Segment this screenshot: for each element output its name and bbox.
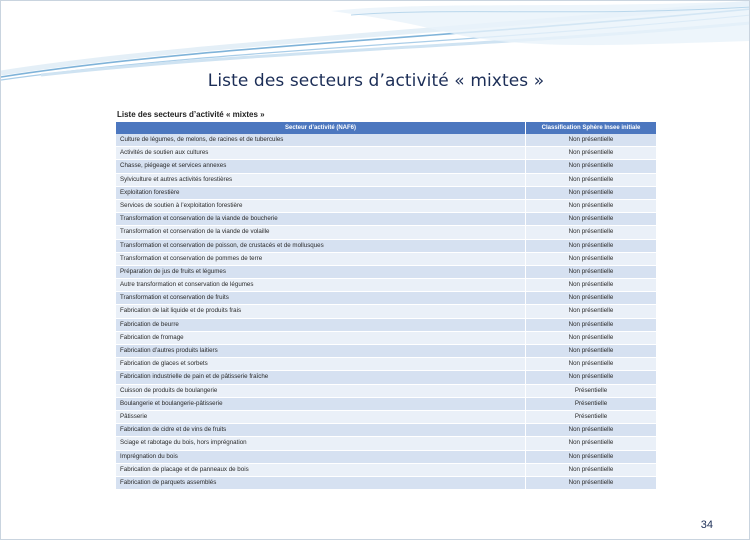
table-row (116, 253, 656, 266)
sector-cell: Fabrication de fromage (116, 332, 526, 344)
sector-cell: Services de soutien à l’exploitation forestière (116, 200, 526, 212)
classification-cell: Non présentielle (568, 188, 614, 196)
sector-cell: Transformation et conservation de fruits (116, 292, 526, 304)
table-row (116, 213, 656, 226)
classification-cell: Non présentielle (568, 228, 614, 236)
sector-cell: Autre transformation et conservation de légumes (116, 279, 526, 291)
table-row (116, 332, 656, 345)
classification-cell: Non présentielle (568, 215, 614, 223)
table-row (116, 411, 656, 424)
classification-cell: Non présentielle (568, 267, 614, 275)
table-row (116, 345, 656, 358)
sector-cell: Fabrication de placage et de panneaux de bois (116, 464, 526, 476)
sector-cell: Fabrication de cidre et de vins de fruits (116, 424, 526, 436)
table-row (116, 464, 656, 477)
sector-cell: Fabrication de lait liquide et de produits frais (116, 305, 526, 317)
table-row (116, 292, 656, 305)
classification-cell: Non présentielle (568, 149, 614, 157)
sector-cell: Boulangerie et boulangerie-pâtisserie (116, 398, 526, 410)
table-row (116, 279, 656, 292)
classification-cell: Non présentielle (568, 281, 614, 289)
table-row (116, 134, 656, 147)
table-row (116, 240, 656, 253)
table-row (116, 385, 656, 398)
table-row (116, 266, 656, 279)
sector-cell: Fabrication de parquets assemblés (116, 477, 526, 489)
sector-cell: Fabrication de beurre (116, 319, 526, 331)
sector-cell: Transformation et conservation de la viande de volaille (116, 226, 526, 238)
sector-cell: Chasse, piégeage et services annexes (116, 160, 526, 172)
classification-cell: Non présentielle (568, 426, 614, 434)
sector-cell: Fabrication de glaces et sorbets (116, 358, 526, 370)
table-row (116, 200, 656, 213)
page-number: 34 (700, 519, 713, 531)
sector-cell: Fabrication industrielle de pain et de pâtisserie fraîche (116, 371, 526, 383)
classification-cell: Non présentielle (568, 373, 614, 381)
column-header-sector: Secteur d’activité (NAF6) (116, 122, 526, 134)
sector-cell: Cuisson de produits de boulangerie (116, 385, 526, 397)
table-row (116, 477, 656, 490)
classification-cell: Non présentielle (568, 175, 614, 183)
classification-cell: Non présentielle (568, 201, 614, 209)
table-row (116, 147, 656, 160)
classification-cell: Non présentielle (568, 439, 614, 447)
table-row (116, 160, 656, 173)
table-row (116, 451, 656, 464)
table-header-row (116, 122, 656, 134)
classification-cell: Présentielle (574, 386, 608, 394)
sector-cell: Transformation et conservation de poisson, de crustacés et de mollusques (116, 240, 526, 252)
classification-cell: Non présentielle (568, 465, 614, 473)
sector-cell: Transformation et conservation de la viande de boucherie (116, 213, 526, 225)
classification-cell: Présentielle (574, 412, 608, 420)
table-row (116, 398, 656, 411)
table-row (116, 187, 656, 200)
sector-cell: Fabrication d’autres produits laitiers (116, 345, 526, 357)
table-title: Liste des secteurs d’activité « mixtes » (117, 110, 265, 119)
classification-cell: Non présentielle (568, 478, 614, 486)
classification-cell: Présentielle (574, 399, 608, 407)
embedded-table-image (115, 107, 657, 495)
table-body (116, 134, 656, 490)
sector-cell: Exploitation forestière (116, 187, 526, 199)
sector-cell: Sciage et rabotage du bois, hors imprégnation (116, 437, 526, 449)
sectors-table (116, 122, 656, 490)
table-row (116, 371, 656, 384)
classification-cell: Non présentielle (568, 294, 614, 302)
table-row (116, 437, 656, 450)
table-row (116, 358, 656, 371)
classification-cell: Non présentielle (568, 320, 614, 328)
sector-cell: Préparation de jus de fruits et légumes (116, 266, 526, 278)
classification-cell: Non présentielle (568, 452, 614, 460)
classification-cell: Non présentielle (568, 360, 614, 368)
classification-cell: Non présentielle (568, 307, 614, 315)
classification-cell: Non présentielle (568, 333, 614, 341)
sector-cell: Culture de légumes, de melons, de racines et de tubercules (116, 134, 526, 146)
sector-cell: Transformation et conservation de pommes de terre (116, 253, 526, 265)
header-swoosh-decoration (1, 1, 750, 81)
table-row (116, 424, 656, 437)
classification-cell: Non présentielle (568, 136, 614, 143)
sector-cell: Activités de soutien aux cultures (116, 147, 526, 159)
slide-title: Liste des secteurs d’activité « mixtes » (207, 71, 545, 91)
classification-cell: Non présentielle (568, 347, 614, 354)
column-header-classification: Classification Sphère Insee initiale (541, 125, 641, 131)
sector-cell: Pâtisserie (116, 411, 526, 423)
classification-cell: Non présentielle (568, 241, 614, 249)
classification-cell: Non présentielle (568, 254, 614, 262)
table-row (116, 305, 656, 318)
classification-cell: Non présentielle (568, 162, 614, 170)
table-row (116, 319, 656, 332)
table-row (116, 174, 656, 187)
table-row (116, 226, 656, 239)
sector-cell: Imprégnation du bois (116, 451, 526, 463)
sector-cell: Sylviculture et autres activités forestières (116, 174, 526, 186)
